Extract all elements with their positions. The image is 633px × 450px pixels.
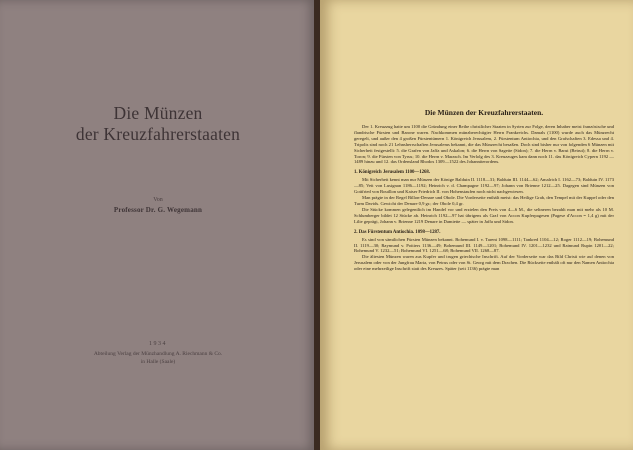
book-cover <box>0 0 316 450</box>
page-title: Die Münzen der Kreuzfahrerstaaten. <box>424 108 544 117</box>
section2-paragraph-2: Die ältesten Münzen waren aus Kupfer und trugen griechische Inschrift. Auf der Vorderseite war das Bild Christi wie auf denen von Jerusalem oder von der Jungfrau Maria, von Petrus oder von St. Georg mit dem Drachen. Die Rückseite enthält oft nur den Namen Antiochia oder eine mehrzeilige Inschrift statt des Kreuzes. Später (seit 1136) prägte man <box>354 254 614 272</box>
section1-paragraph-2: Man prägte in der Regel Billon-Denare und Obole. Die Vorderseite enthält meist: das Heilige Grab, den Tempel mit der Kuppel oder den Turm Davids. Gewicht der Denare 0,9 gr.; der Obole 0,4 gr. <box>354 195 614 206</box>
cover-publisher-line1: Abteilung Verlag der Münzhandlung A. Riechmann & Co. <box>93 351 223 357</box>
cover-publisher-line2: in Halle (Saale) <box>140 359 176 365</box>
cover-year: 1934 <box>149 341 167 347</box>
section1-paragraph-3: Die Stücke kommen gelegentlich im Handel vor und erzielen den Preis von 4—6 M., die seltneren bezahlt man mit mehr als 10 M. Schlumberger bildet 12 Stücke ab. Heinrich 1192—97 hat übrigens als Graf von Accon Kupferpagesen (Pagese d'Accon = 1,4 g) mit der Lilie geprägt, Johann v. Brienne 1219 Denare in Damiette — später in Jaffa und Sidon. <box>354 206 614 224</box>
section2-paragraph-1: Es sind von sämtlichen Fürsten Münzen bekannt. Bohemund I. v. Tarent 1098—1111; Tankred 1104—12; Roger 1112—19; Bohemund II. 1119—30; Raymund v. Poitiers 1136—49; Bohemund III. 1149—1201; Bohemund IV. 1201—1232 und Raimund Rupin 1201—22; Bohemund V. 1232—51; Bohemund VI. 1251—68; Bohemund VII. 1268—87. <box>354 236 614 254</box>
intro-paragraph: Der 1. Kreuzzug hatte um 1100 die Gründung einer Reihe christlicher Staaten in Syrien zur Folge, deren Inhaber meist französische und flandrische Fürsten und Barone waren. Nachkommen münzberechtigter Herrn Frankreichs. Damals (1100) wurde auch das Münzrecht geregelt, und außer den 4 großen Fürstentümern 1. Königreich Jerusalem, 2. Fürstentum Antiochia, und den Grafschaften 3. Edessa und 4. Tripolis sind noch 21 Lehnsherrschaften Jerusalems bekannt, die das Münzrecht besaßen. Doch sind bisher nur von folgenden 6 Münzen mit Sicherheit festgestellt: 5. die Grafen von Jaffa und Askalon; 6. die Herrn von Sagette (Sidon); 7. die Herrn v. Barut (Beirut); 8. die Herrn v. Toron; 9. die Fürsten von Tyrus; 10. die Herrn v. Marasch. Im Verlolg des 3. Kreuzzuges kam dann noch 11. das Königreich Cypern 1192 —1489 hinzu und 12. das Ordensland Rhodos 1309—1522 des Johanniterordens. <box>354 124 614 165</box>
section1-paragraph-1: Mit Sicherheit kennt man nur Münzen der Könige Balduin II. 1118—31; Balduin III. 1144—62; Amalrich I. 1162—73; Balduin IV. 1173—85; Veit von Lusignan 1186—1192; Heinrich v. d. Champagne 1192—97; Johann von Brienne 1212—25. Dagegen sind Münzen von Gottfried von Bouillon und Kaiser Friedrich II. von Hohenstaufen noch nicht nachgewiesen. <box>354 177 614 195</box>
cover-title <box>0 103 316 145</box>
cover-von: Von <box>153 197 163 203</box>
section1-heading: 1. Königreich Jerusalem 1100—1268. <box>354 170 430 176</box>
cover-title-line1: Die Münzen <box>113 103 203 123</box>
cover-author: Professor Dr. G. Wegemann <box>113 206 203 214</box>
cover-title-line2: der Kreuzfahrerstaaten <box>75 124 241 144</box>
section2-heading: 2. Das Fürstentum Antiochia. 1098—1287. <box>354 229 441 235</box>
page-body <box>354 108 614 272</box>
text-page <box>320 0 633 450</box>
cover-publisher <box>0 350 316 366</box>
